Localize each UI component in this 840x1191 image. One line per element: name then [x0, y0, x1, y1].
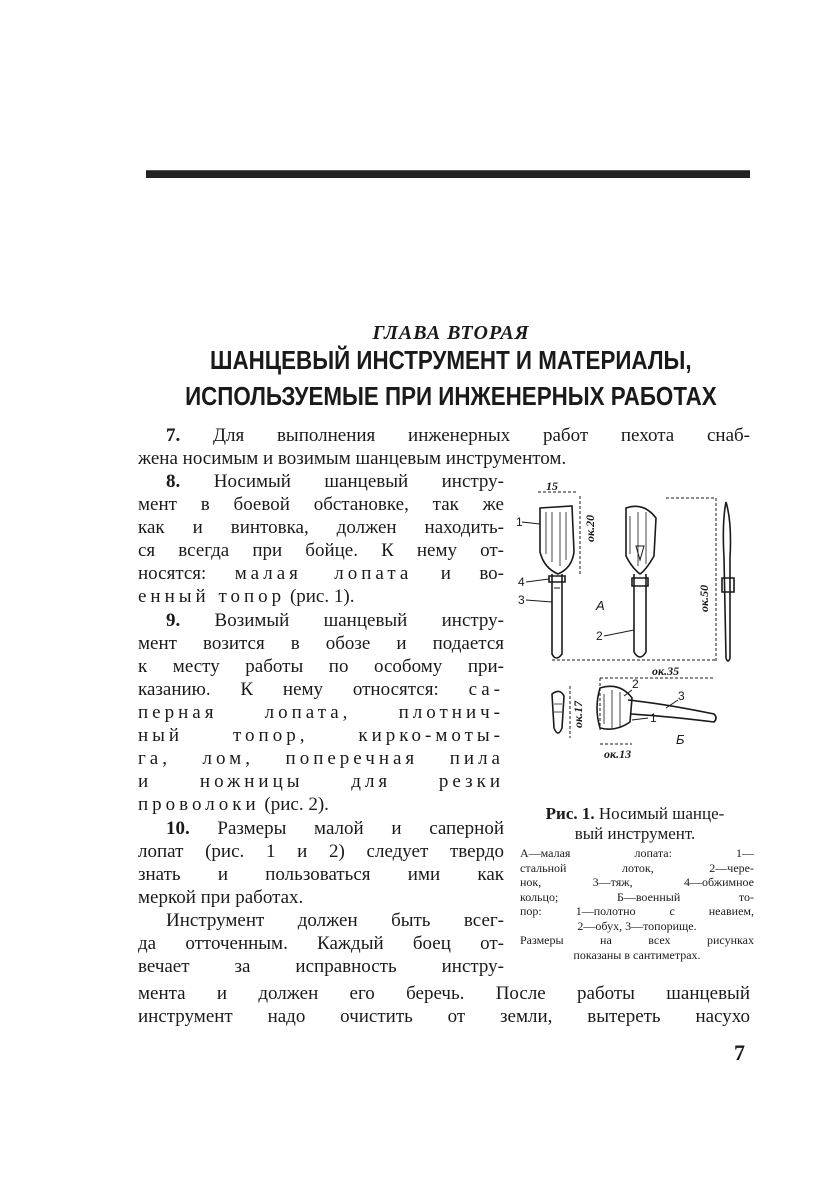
- callout-number: 2: [632, 677, 639, 691]
- paragraph-number: 7.: [166, 425, 181, 446]
- paragraph-7-line-2: жена носимым и возимым шанцевым инструментом.: [138, 448, 567, 469]
- text-line: лопат (рис. 1 и 2) следует твердо: [138, 841, 504, 862]
- callout-lines: [522, 522, 634, 636]
- dimension-label: ок.17: [571, 700, 585, 728]
- text-line: как и винтовка, должен находить-: [138, 517, 504, 538]
- caption-line: стальной лоток, 2—чере-: [520, 860, 754, 875]
- small-shovel-back: [626, 506, 656, 657]
- chapter-title-line-2: ИСПОЛЬЗУЕМЫЕ ПРИ ИНЖЕНЕРНЫХ РАБОТАХ: [185, 381, 717, 411]
- text-line: мента и должен его беречь. После работы шанцевый: [138, 983, 750, 1004]
- figure-part-label-a: А: [596, 598, 605, 613]
- paragraph-8: 8. Носимый шанцевый инстру- мент в боевой обстановке, так же как и винтовка, должен находить- ся всегда при бойце. К нему от- носятся: малая лопата и во- енный топор (рис. 1).: [138, 471, 505, 607]
- text-line: ся всегда при бойце. К нему от-: [138, 540, 504, 561]
- chapter-label: ГЛАВА ВТОРАЯ: [372, 322, 530, 344]
- text-line: меркой при работах.: [138, 887, 304, 908]
- emphasis-term: проволоки: [138, 794, 260, 815]
- paragraph-7: [138, 424, 750, 470]
- callout-number: 3: [678, 689, 685, 703]
- dimension-label: ок.50: [697, 584, 711, 612]
- figure-caption-body: [520, 846, 754, 962]
- dimension-lines-axe: [570, 678, 714, 744]
- caption-line: А—малая лопата: 1—: [520, 846, 754, 860]
- paragraph-continuation: [138, 982, 750, 1028]
- caption-line: пор: 1—полотно с неавием,: [520, 904, 754, 918]
- text-line: казанию. К нему относятся: са-: [138, 679, 504, 700]
- small-shovel-front: [540, 506, 574, 658]
- text-line: носятся: малая лопата и во-: [138, 563, 504, 584]
- dimension-label: ок.35: [652, 664, 680, 678]
- figure-caption-label: Рис. 1.: [545, 804, 595, 823]
- emphasis-term: са-: [468, 679, 504, 700]
- emphasis-term: енный топор: [138, 586, 286, 607]
- callout-number: 4: [518, 575, 525, 589]
- dimension-label: ок.20: [583, 514, 597, 542]
- caption-line: 2—обух, 3—топорище.: [577, 918, 697, 933]
- text-line: енный топор (рис. 1).: [138, 586, 355, 607]
- dimension-label: 15: [546, 482, 558, 493]
- text-line: проволоки (рис. 2).: [138, 794, 329, 815]
- page-number: 7: [734, 1040, 745, 1065]
- chapter-title-line-1: ШАНЦЕВЫЙ ИНСТРУМЕНТ И МАТЕРИАЛЫ,: [210, 345, 692, 375]
- axe-end-view: [552, 691, 564, 733]
- emphasis-term: ный топор, кирко-моты-: [138, 725, 504, 746]
- paragraph-11: [138, 909, 504, 978]
- paragraph-7-line-1: 7. Для выполнения инженерных работ пехота снаб-: [166, 425, 751, 446]
- caption-line: кольцо; Б—военный то-: [520, 889, 754, 904]
- emphasis-term: перная лопата, плотнич-: [138, 702, 504, 723]
- paragraph-number: 8.: [166, 471, 181, 492]
- callout-number: 3: [518, 593, 525, 607]
- emphasis-term: и ножницы для резки: [138, 771, 504, 792]
- header-rule: [146, 170, 750, 178]
- caption-line: нок, 3—тяж, 4—обжимное: [520, 875, 754, 889]
- figure-entrenching-tools: [516, 482, 752, 782]
- text-line: инструмент надо очистить от земли, вытереть насухо: [138, 1006, 750, 1027]
- caption-line: Размеры на всех рисунках: [520, 933, 754, 947]
- callout-number: 1: [516, 515, 523, 529]
- text-line: мент в боевой обстановке, так же: [138, 494, 504, 515]
- figure-part-label-b: Б: [676, 732, 685, 747]
- emphasis-term: га, лом, поперечная пила: [138, 748, 504, 769]
- caption-line: показаны в сантиметрах.: [573, 947, 701, 962]
- dimension-label: ок.13: [604, 747, 632, 761]
- callout-number: 1: [650, 711, 657, 725]
- text-line: вечает за исправность инстру-: [138, 956, 504, 977]
- text-line: к месту работы по особому при-: [138, 656, 504, 677]
- text-line: Инструмент должен быть всег-: [166, 910, 504, 931]
- paragraph-number: 9.: [166, 610, 181, 631]
- text-line: да отточенным. Каждый боец от-: [138, 933, 504, 954]
- emphasis-term: малая лопата: [234, 563, 413, 584]
- figure-caption-title: Рис. 1. Носимый шанце- вый инструмент.: [545, 804, 725, 843]
- paragraph-number: 10.: [166, 818, 190, 839]
- callout-number: 2: [596, 629, 603, 643]
- paragraph-10: 10. Размеры малой и саперной лопат (рис. 1 и 2) следует твердо знать и пользоваться ими как меркой при работах.: [138, 818, 504, 908]
- small-shovel-side: [722, 502, 734, 661]
- paragraph-9: 9. Возимый шанцевый инстру- мент возится в обозе и подается к месту работы по особому при- казанию. К нему относятся: са- перная лопата, плотнич- ный топор, кирко-моты- га, лом, поперечная пила и ножницы для резки проволоки (рис. 2).: [138, 610, 505, 815]
- text-line: знать и пользоваться ими как: [138, 864, 504, 885]
- text-line: мент возится в обозе и подается: [138, 633, 504, 654]
